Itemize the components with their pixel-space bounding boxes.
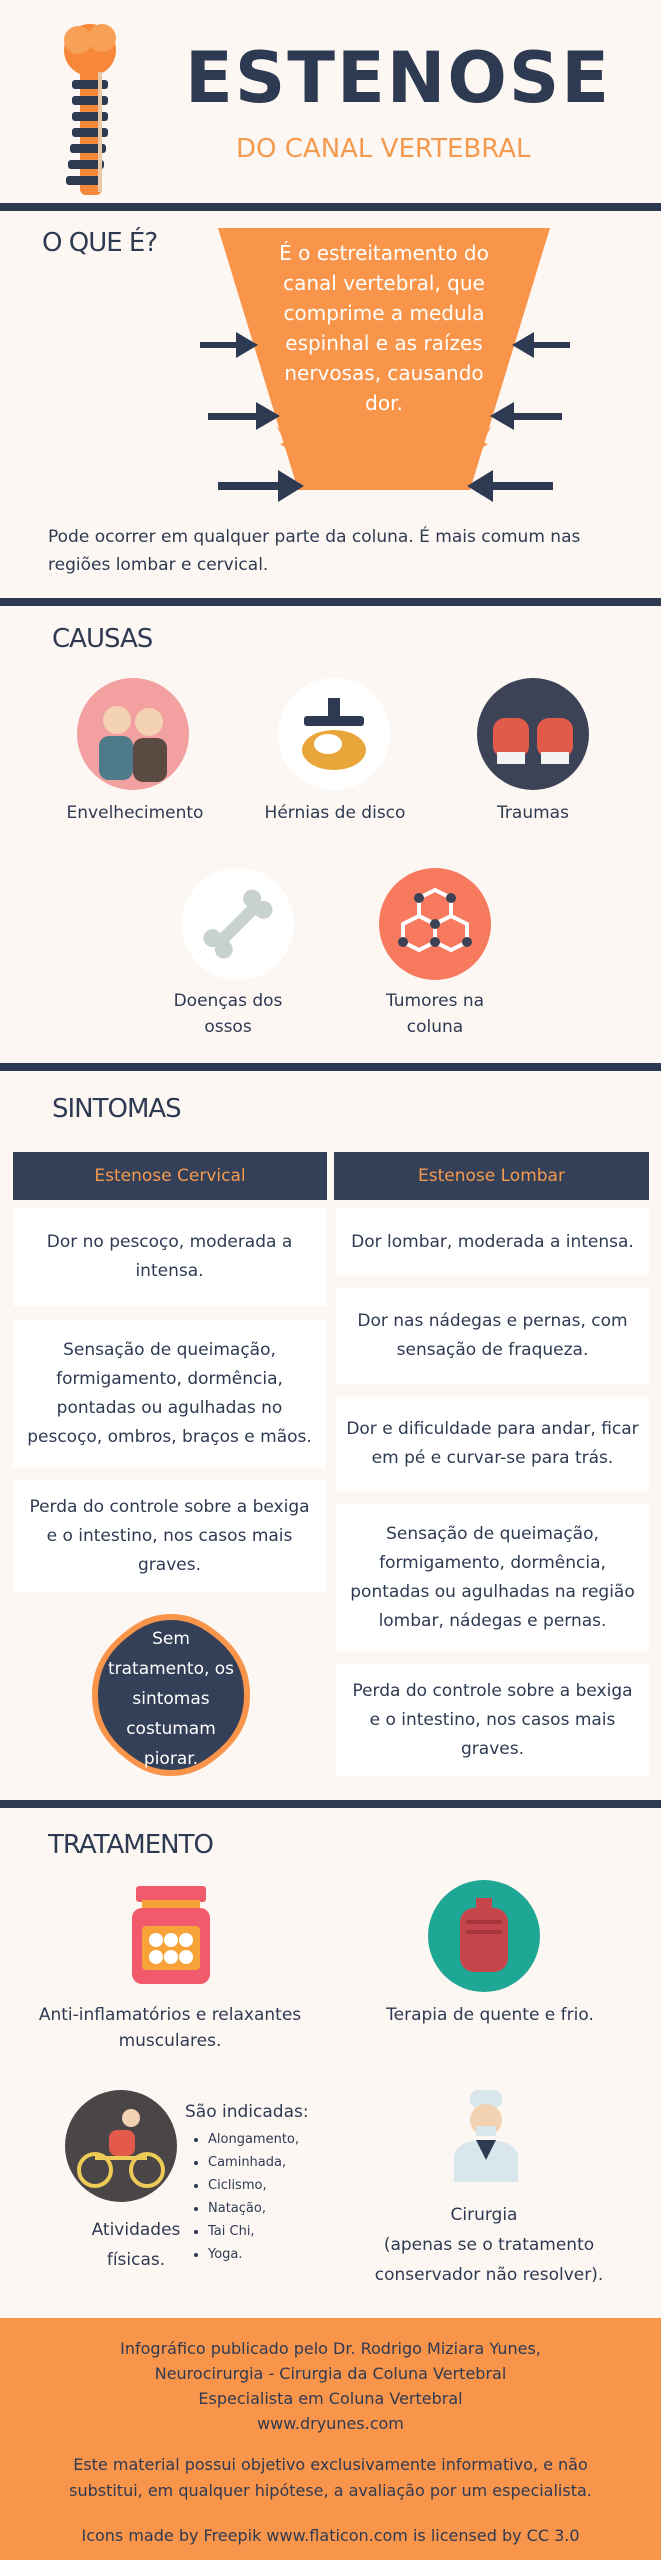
arrow-left-icon [488, 400, 562, 436]
arrow-left-icon [510, 330, 570, 364]
footer-line: Infográfico publicado pelo Dr. Rodrigo Miziara Yunes, [120, 2339, 541, 2358]
list-item: • Alongamento, [208, 2128, 348, 2151]
list-item: • Caminhada, [208, 2151, 348, 2174]
list-item: • Natação, [208, 2197, 348, 2220]
treatment-label: Atividades físicas. [91, 2220, 181, 2270]
surgeon-icon [446, 2090, 526, 2186]
section-heading-causes: CAUSAS [52, 624, 153, 654]
elderly-couple-icon [77, 678, 189, 794]
divider [0, 203, 661, 211]
symptom-card: Sensação de queimação, formigamento, dormência, pontadas ou agulhadas no pescoço, ombros, braços e mãos. [13, 1320, 326, 1468]
symptom-card: Dor nas nádegas e pernas, com sensação de fraqueza. [336, 1288, 649, 1384]
cause-label: Hérnias de disco [264, 803, 406, 823]
list-item: • Tai Chi, [208, 2220, 348, 2243]
section-heading-symptoms: SINTOMAS [52, 1094, 181, 1124]
cyclist-icon [65, 2090, 177, 2206]
treatment-label: Anti-inflamatórios e relaxantes musculares. [38, 2005, 302, 2051]
arrow-left-icon [465, 468, 553, 508]
lightning-icon [466, 424, 496, 462]
hot-water-bottle-icon [428, 1880, 540, 1996]
symptom-card: Dor lombar, moderada a intensa. [336, 1208, 649, 1276]
footer-line: Especialista em Coluna Vertebral [198, 2389, 463, 2408]
indicated-title: São indicadas: [185, 2102, 309, 2122]
symptom-card: Sensação de queimação, formigamento, dormência, pontadas ou agulhadas na região lombar, nádegas e pernas. [336, 1504, 649, 1652]
disc-herniation-icon [278, 678, 390, 794]
footer-disclaimer: Este material possui objetivo exclusivamente informativo, e não substitui, em qualquer hipótese, a avaliação por um especialista. [69, 2455, 592, 2500]
page-subtitle: DO CANAL VERTEBRAL [236, 134, 531, 164]
warning-text: Sem tratamento, os sintomas costumam piorar. [107, 1629, 235, 1769]
symptom-card: Perda do controle sobre a bexiga e o intestino, nos casos mais graves. [13, 1480, 326, 1592]
column-header-lombar: Estenose Lombar [334, 1152, 649, 1200]
definition-text: É o estreitamento do canal vertebral, que comprime a medula espinhal e as raízes nervosas, causando dor. [279, 241, 489, 415]
symptom-card: Dor no pescoço, moderada a intensa. [13, 1208, 326, 1306]
treatment-label: Terapia de quente e frio. [386, 2005, 594, 2025]
symptom-card: Dor e dificuldade para andar, ficar em pé e curvar-se para trás. [336, 1396, 649, 1492]
bone-icon [182, 868, 294, 984]
divider [0, 598, 661, 606]
column-header-cervical: Estenose Cervical [13, 1152, 327, 1200]
footer-credits: Icons made by Freepik www.flaticon.com is licensed by CC 3.0 [81, 2526, 580, 2545]
page-title: ESTENOSE [185, 37, 612, 119]
lightning-icon [272, 424, 302, 462]
footer-line: Neurocirurgia - Cirurgia da Coluna Vertebral [154, 2364, 507, 2383]
symptom-card: Perda do controle sobre a bexiga e o intestino, nos casos mais graves. [336, 1664, 649, 1776]
list-item: • Ciclismo, [208, 2174, 348, 2197]
pill-jar-icon [128, 1886, 214, 1990]
warning-badge [88, 1610, 254, 1780]
list-item: • Yoga. [208, 2243, 348, 2266]
section-heading-what: O QUE É? [42, 228, 158, 258]
location-note: Pode ocorrer em qualquer parte da coluna. É mais comum nas regiões lombar e cervical. [48, 527, 581, 575]
activity-list [190, 2128, 348, 2266]
section-heading-treatment: TRATAMENTO [48, 1830, 213, 1860]
boxing-gloves-icon [477, 678, 589, 794]
arrow-right-icon [218, 468, 306, 508]
divider [0, 1800, 661, 1808]
cause-label: Traumas [497, 803, 569, 823]
cells-icon [379, 868, 491, 984]
spine-icon [50, 10, 140, 200]
footer-link[interactable]: www.dryunes.com [257, 2414, 404, 2433]
cause-label: Doenças dos ossos [173, 991, 283, 1037]
cause-label: Tumores na coluna [385, 991, 485, 1037]
treatment-label: Cirurgia [450, 2205, 518, 2225]
cause-label: Envelhecimento [66, 803, 204, 823]
treatment-note: (apenas se o tratamento conservador não resolver). [374, 2235, 604, 2285]
arrow-right-icon [208, 400, 282, 436]
arrow-right-icon [200, 330, 260, 364]
footer [0, 2318, 661, 2560]
divider [0, 1063, 661, 1071]
